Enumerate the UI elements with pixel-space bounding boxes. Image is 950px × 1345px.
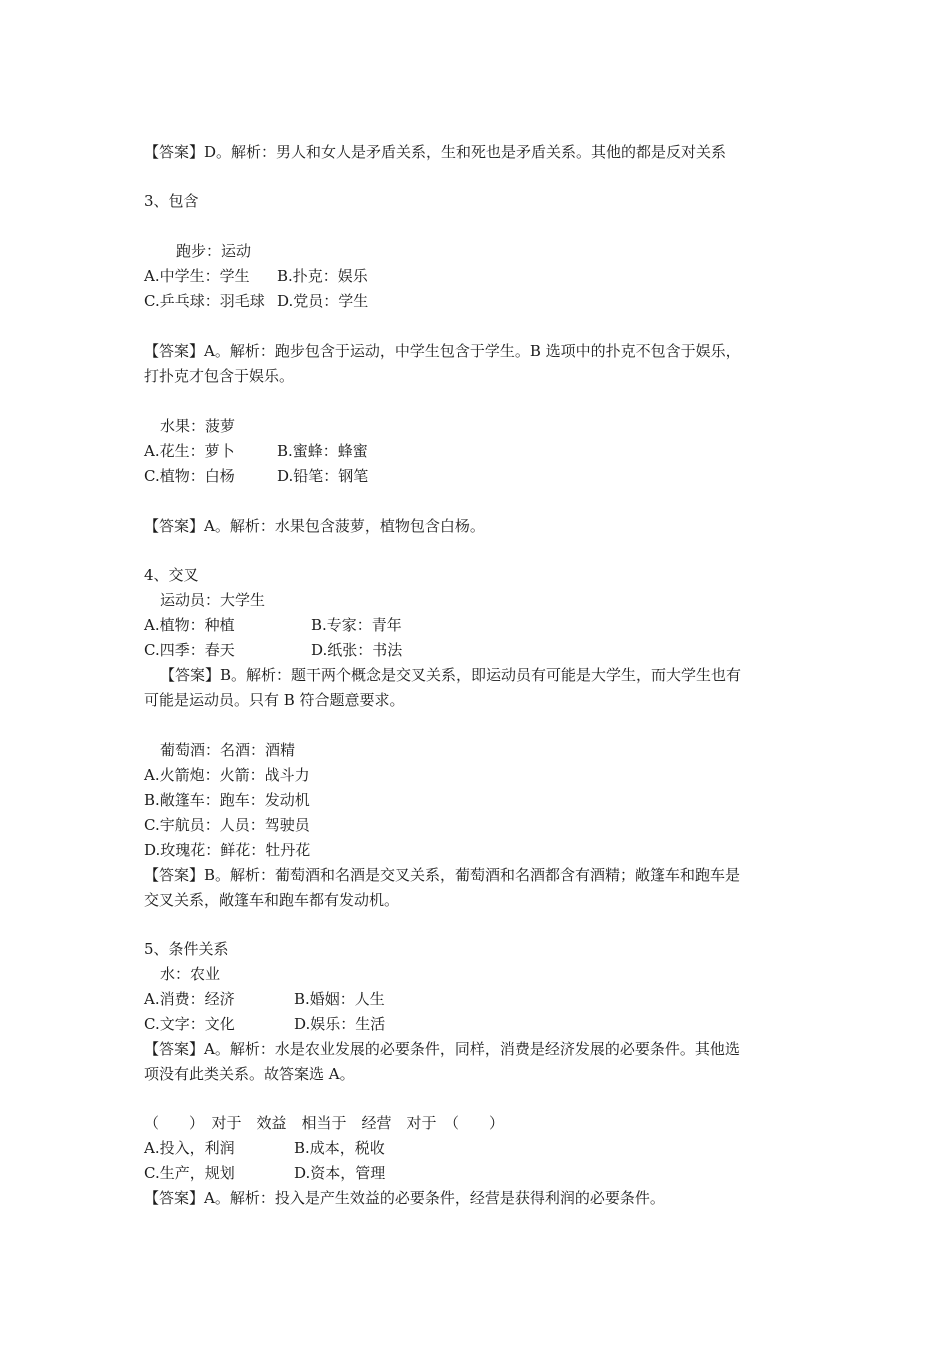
option-a: A.消费：经济	[144, 990, 235, 1008]
section-heading: 3、包含	[144, 192, 199, 210]
option-a: A.花生：萝卜	[144, 442, 235, 460]
option-c: C.宇航员：人员：驾驶员	[144, 816, 310, 834]
answer-text-continued: 可能是运动员。只有 B 符合题意要求。	[144, 691, 405, 709]
answer-text: 【答案】A。解析：水果包含菠萝，植物包含白杨。	[144, 517, 485, 535]
answer-text: 【答案】B。解析：葡萄酒和名酒是交叉关系，葡萄酒和名酒都含有酒精；敞篷车和跑车是	[144, 866, 741, 884]
option-c: C.乒乓球：羽毛球	[144, 292, 265, 310]
option-b: B.敞篷车：跑车：发动机	[144, 791, 310, 809]
option-c: C.文字：文化	[144, 1015, 235, 1033]
option-a: A.植物：种植	[144, 616, 235, 634]
question-stem: （ ） 对于 效益 相当于 经营 对于 （ ）	[144, 1114, 505, 1132]
option-a: A.投入，利润	[144, 1139, 235, 1157]
option-b: B.蜜蜂：蜂蜜	[277, 442, 368, 460]
option-d: D.党员：学生	[277, 292, 369, 310]
option-c: C.生产，规划	[144, 1164, 235, 1182]
option-b: B.婚姻：人生	[294, 990, 385, 1008]
option-b: B.扑克：娱乐	[277, 267, 368, 285]
section-heading: 4、交叉	[144, 566, 199, 584]
question-stem: 跑步：运动	[176, 242, 252, 260]
answer-text-continued: 交叉关系，敞篷车和跑车都有发动机。	[144, 891, 400, 909]
section-heading: 5、条件关系	[144, 940, 229, 958]
answer-text: 【答案】A。解析：投入是产生效益的必要条件，经营是获得利润的必要条件。	[144, 1189, 665, 1207]
option-d: D.资本，管理	[294, 1164, 386, 1182]
answer-text-continued: 打扑克才包含于娱乐。	[144, 367, 295, 385]
question-stem: 葡萄酒：名酒：酒精	[160, 741, 296, 759]
answer-text: 【答案】D。解析：男人和女人是矛盾关系，生和死也是矛盾关系。其他的都是反对关系	[144, 143, 727, 161]
answer-text: 【答案】A。解析：跑步包含于运动，中学生包含于学生。B 选项中的扑克不包含于娱乐，	[144, 342, 741, 360]
answer-text-continued: 项没有此类关系。故答案选 A。	[144, 1065, 355, 1083]
option-a: A.中学生：学生	[144, 267, 250, 285]
option-c: C.四季：春天	[144, 641, 235, 659]
answer-text: 【答案】A。解析：水是农业发展的必要条件，同样，消费是经济发展的必要条件。其他选	[144, 1040, 740, 1058]
option-b: B.专家：青年	[311, 616, 402, 634]
option-b: B.成本，税收	[294, 1139, 385, 1157]
option-c: C.植物：白杨	[144, 467, 235, 485]
question-stem: 运动员：大学生	[160, 591, 266, 609]
answer-text: 【答案】B。解析：题干两个概念是交叉关系，即运动员有可能是大学生，而大学生也有	[160, 666, 742, 684]
option-d: D.娱乐：生活	[294, 1015, 386, 1033]
question-stem: 水：农业	[160, 965, 221, 983]
option-d: D.铅笔：钢笔	[277, 467, 369, 485]
option-d: D.纸张：书法	[311, 641, 403, 659]
option-a: A.火箭炮：火箭：战斗力	[144, 766, 310, 784]
option-d: D.玫瑰花：鲜花：牡丹花	[144, 841, 311, 859]
question-stem: 水果：菠萝	[160, 417, 236, 435]
